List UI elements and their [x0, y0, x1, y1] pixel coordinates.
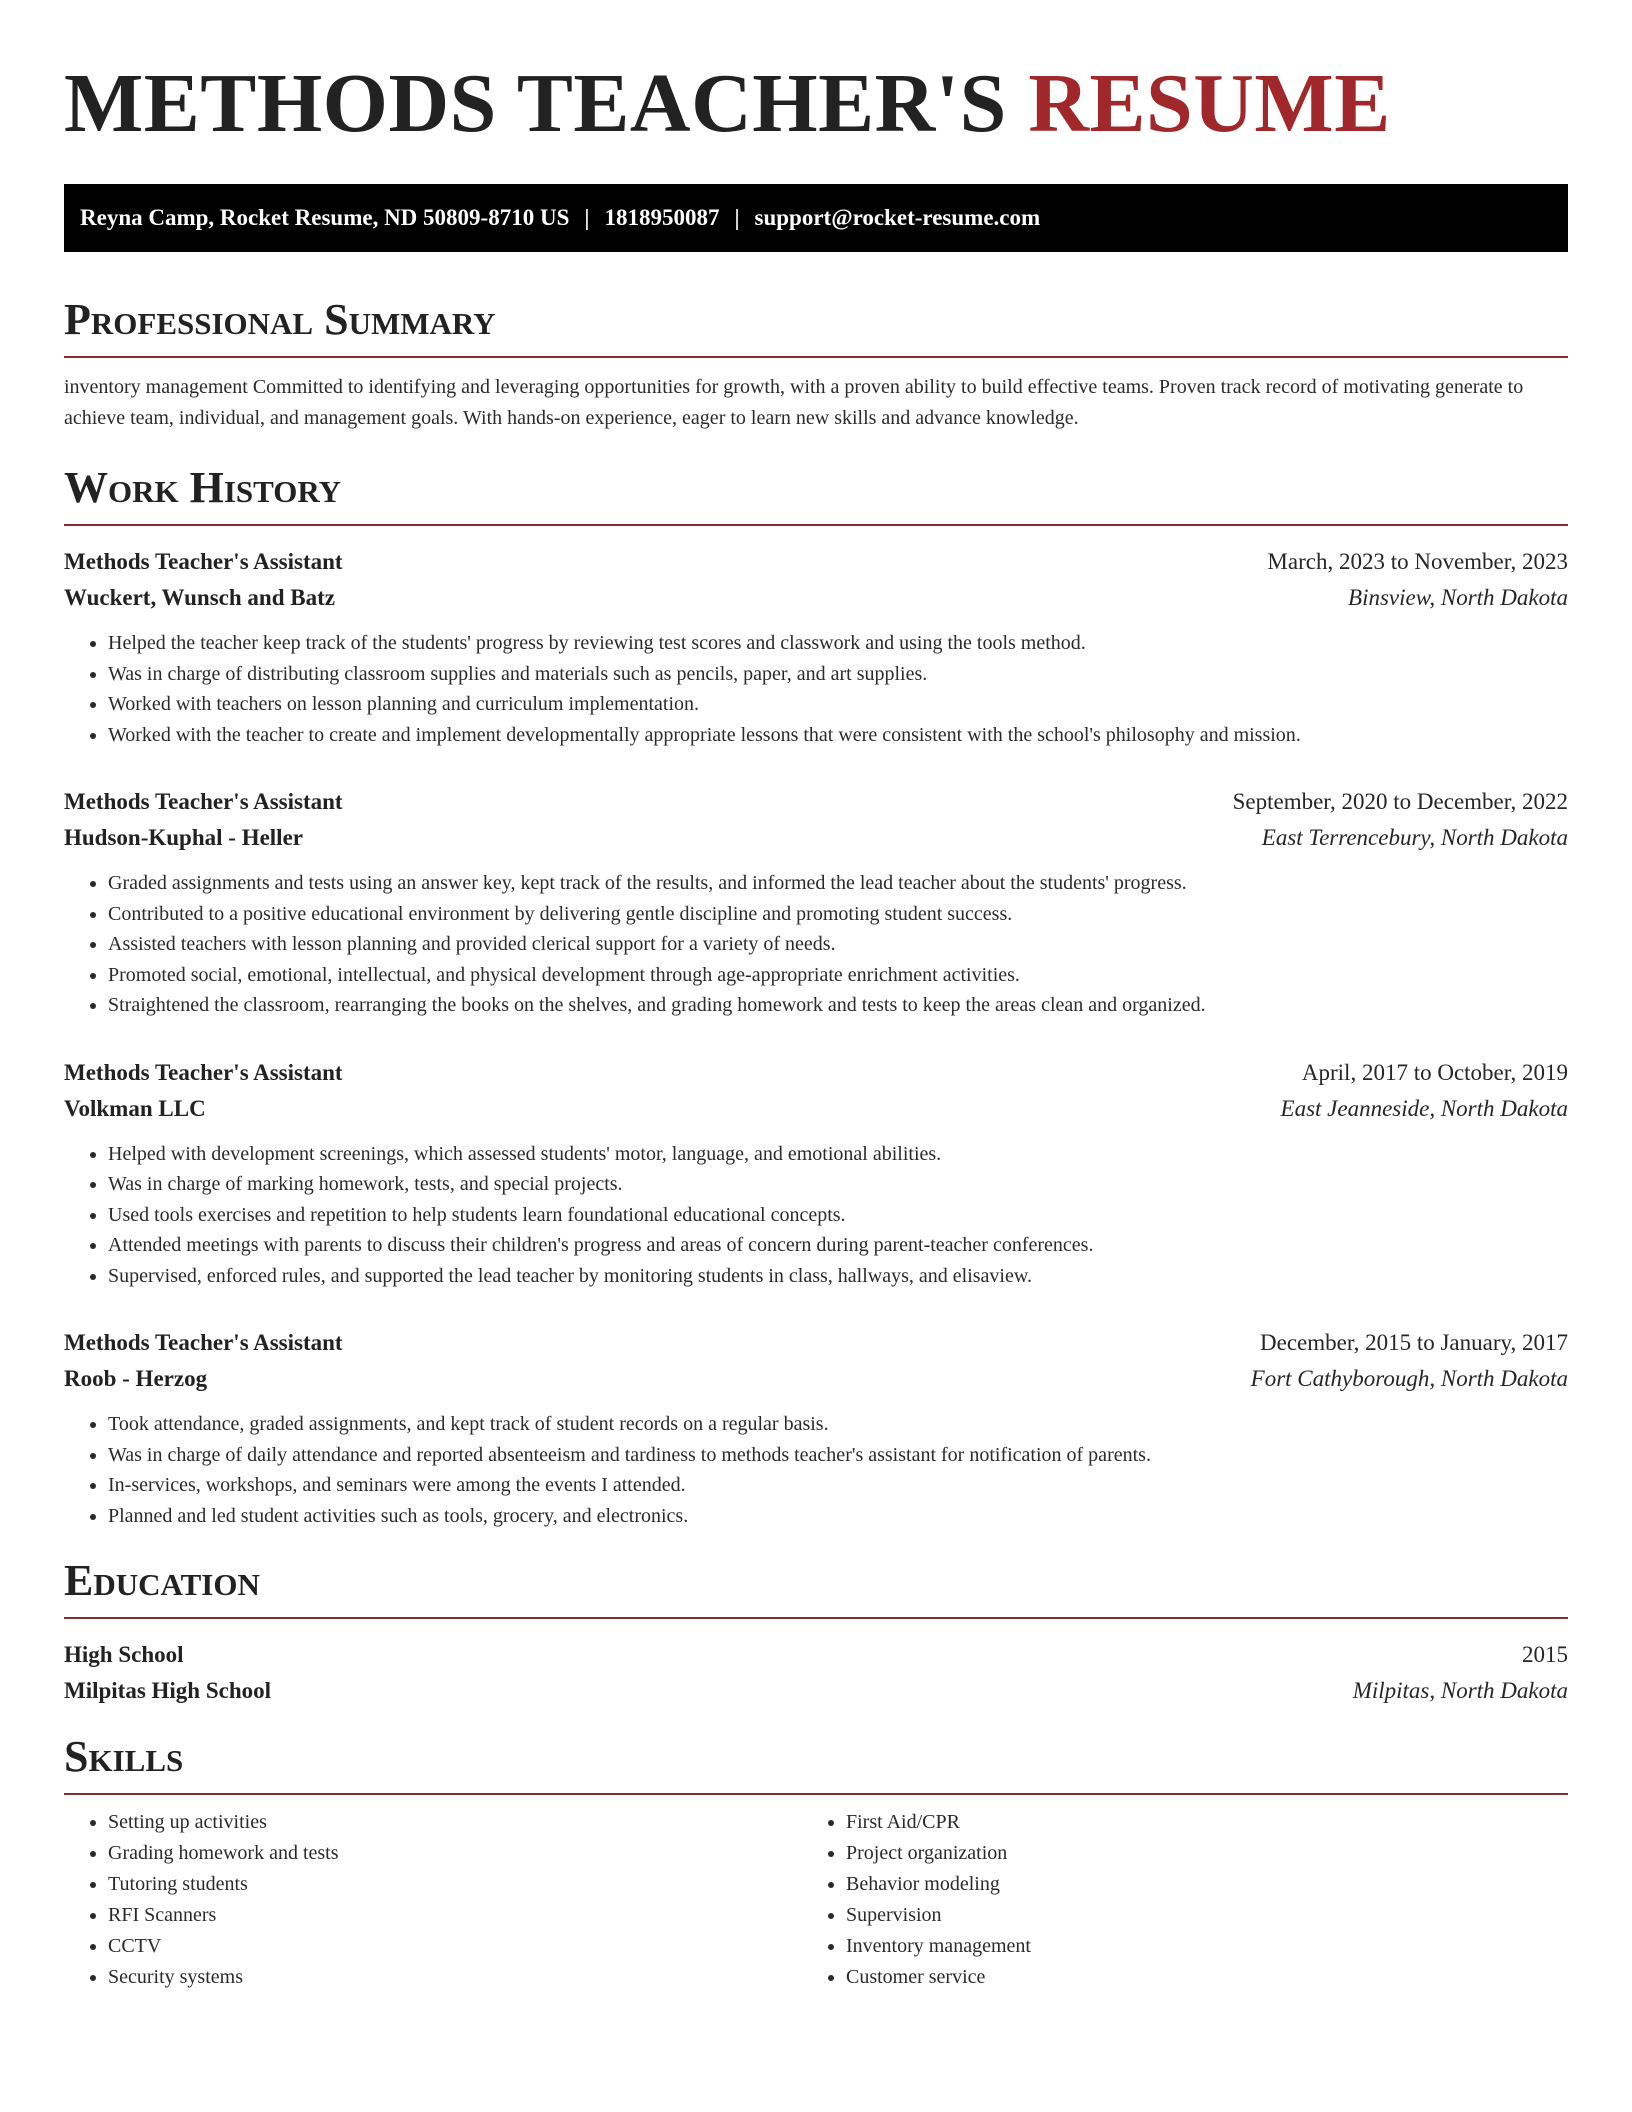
job-dates: December, 2015 to January, 2017 [1260, 1330, 1568, 1355]
job-location: Fort Cathyborough, North Dakota [1250, 1366, 1568, 1391]
skill-item: • Customer service [846, 1962, 1540, 1993]
education-location: Milpitas, North Dakota [1352, 1678, 1568, 1703]
education-section [64, 1555, 1568, 1709]
job-company: Roob - Herzog [64, 1366, 208, 1391]
job-bullet: • Contributed to a positive educational environment by delivering gentle discipline and promoting student success. [108, 899, 1568, 930]
education-year: 2015 [1522, 1642, 1568, 1667]
summary-text: inventory management Committed to identifying and leveraging opportunities for growth, with a proven ability to build effective teams. Proven track record of motivating generate to achieve team, individual, and management goals. With hands-on experience, eager to learn new skills and advance knowledge. [64, 376, 1524, 429]
job-bullets [64, 1409, 1568, 1531]
contact-phone: 1818950087 [604, 205, 720, 230]
job-bullet: • Was in charge of marking homework, tests, and special projects. [108, 1169, 1568, 1200]
job-bullet: • Took attendance, graded assignments, and kept track of student records on a regular basis. [108, 1409, 1568, 1440]
skill-item: • Grading homework and tests [108, 1838, 802, 1869]
job-bullet: • Used tools exercises and repetition to help students learn foundational educational concepts. [108, 1200, 1568, 1231]
skill-item: • Project organization [846, 1838, 1540, 1869]
skill-item: • Setting up activities [108, 1807, 802, 1838]
job-bullets [64, 1139, 1568, 1292]
education-degree: High School [64, 1642, 184, 1667]
job-role: Methods Teacher's Assistant [64, 549, 343, 574]
skill-item: • Inventory management [846, 1931, 1540, 1962]
skill-item: • Security systems [108, 1962, 802, 1993]
job-bullet: • Supervised, enforced rules, and supported the lead teacher by monitoring students in class, hallways, and elisaview. [108, 1261, 1568, 1292]
job-dates: September, 2020 to December, 2022 [1232, 789, 1568, 814]
summary-heading: Professional Summary [64, 294, 1568, 358]
title-accent: RESUME [1028, 57, 1391, 150]
job-role: Methods Teacher's Assistant [64, 1059, 343, 1085]
job-role: Methods Teacher's Assistant [64, 1330, 343, 1355]
skills-section [64, 1731, 1568, 1993]
job-company: Hudson-Kuphal - Heller [64, 825, 303, 850]
job-bullet: • Planned and led student activities such as tools, grocery, and electronics. [108, 1501, 1568, 1532]
job-bullet: • Was in charge of daily attendance and reported absenteeism and tardiness to methods teacher's assistant for notification of parents. [108, 1440, 1568, 1471]
education-heading: Education [64, 1555, 1568, 1619]
job-company: Volkman LLC [64, 1095, 206, 1121]
job-location: East Jeanneside, North Dakota [1280, 1095, 1568, 1121]
skills-grid [64, 1807, 1568, 1993]
summary-section [64, 294, 1568, 434]
skill-item: • Behavior modeling [846, 1869, 1540, 1900]
job-dates: April, 2017 to October, 2019 [1301, 1059, 1568, 1085]
job-bullets [64, 628, 1568, 750]
job-bullet: • In-services, workshops, and seminars were among the events I attended. [108, 1470, 1568, 1501]
job-bullet: • Helped the teacher keep track of the students' progress by reviewing test scores and classwork and using the tools method. [108, 628, 1568, 659]
contact-email: support@rocket-resume.com [754, 205, 1041, 230]
education-entry [64, 1637, 1568, 1709]
job-role: Methods Teacher's Assistant [64, 789, 343, 814]
job-bullet: • Worked with the teacher to create and implement developmentally appropriate lessons that were consistent with the school's philosophy and mission. [108, 720, 1568, 751]
contact-bar [64, 184, 1568, 252]
job-bullet: • Helped with development screenings, which assessed students' motor, language, and emotional abilities. [108, 1139, 1568, 1170]
job-bullets [64, 868, 1568, 1021]
job-bullet: • Attended meetings with parents to discuss their children's progress and areas of concern during parent-teacher conferences. [108, 1230, 1568, 1261]
skill-item: • Supervision [846, 1900, 1540, 1931]
job-entry [64, 784, 1568, 1021]
skills-column-right [802, 1807, 1540, 1993]
job-entry [64, 544, 1568, 750]
contact-separator: | [734, 205, 740, 230]
skill-item: • RFI Scanners [108, 1900, 802, 1931]
job-bullet: • Graded assignments and tests using an answer key, kept track of the results, and informed the lead teacher about the students' progress. [108, 868, 1568, 899]
job-company: Wuckert, Wunsch and Batz [64, 585, 335, 610]
skills-column-left [64, 1807, 802, 1993]
job-dates: March, 2023 to November, 2023 [1267, 549, 1568, 574]
contact-separator: | [584, 205, 590, 230]
work-history-section [64, 462, 1568, 1531]
job-entry [64, 1055, 1568, 1292]
job-bullet: • Was in charge of distributing classroom supplies and materials such as pencils, paper, and art supplies. [108, 659, 1568, 690]
job-bullet: • Promoted social, emotional, intellectual, and physical development through age-appropriate enrichment activities. [108, 960, 1568, 991]
job-entry [64, 1325, 1568, 1531]
work-history-heading: Work History [64, 462, 1568, 526]
skill-item: • Tutoring students [108, 1869, 802, 1900]
skills-heading: Skills [64, 1731, 1568, 1795]
job-location: East Terrencebury, North Dakota [1261, 825, 1568, 850]
resume-title [64, 58, 1568, 150]
job-bullet: • Assisted teachers with lesson planning and provided clerical support for a variety of needs. [108, 929, 1568, 960]
job-bullet: • Straightened the classroom, rearranging the books on the shelves, and grading homework and tests to keep the areas clean and organized. [108, 990, 1568, 1021]
education-school: Milpitas High School [64, 1678, 272, 1703]
job-location: Binsview, North Dakota [1348, 585, 1568, 610]
skill-item: • First Aid/CPR [846, 1807, 1540, 1838]
job-bullet: • Worked with teachers on lesson planning and curriculum implementation. [108, 689, 1568, 720]
skill-item: • CCTV [108, 1931, 802, 1962]
contact-address: Reyna Camp, Rocket Resume, ND 50809-8710 US [80, 205, 570, 230]
title-main: METHODS TEACHER'S [64, 57, 1007, 150]
